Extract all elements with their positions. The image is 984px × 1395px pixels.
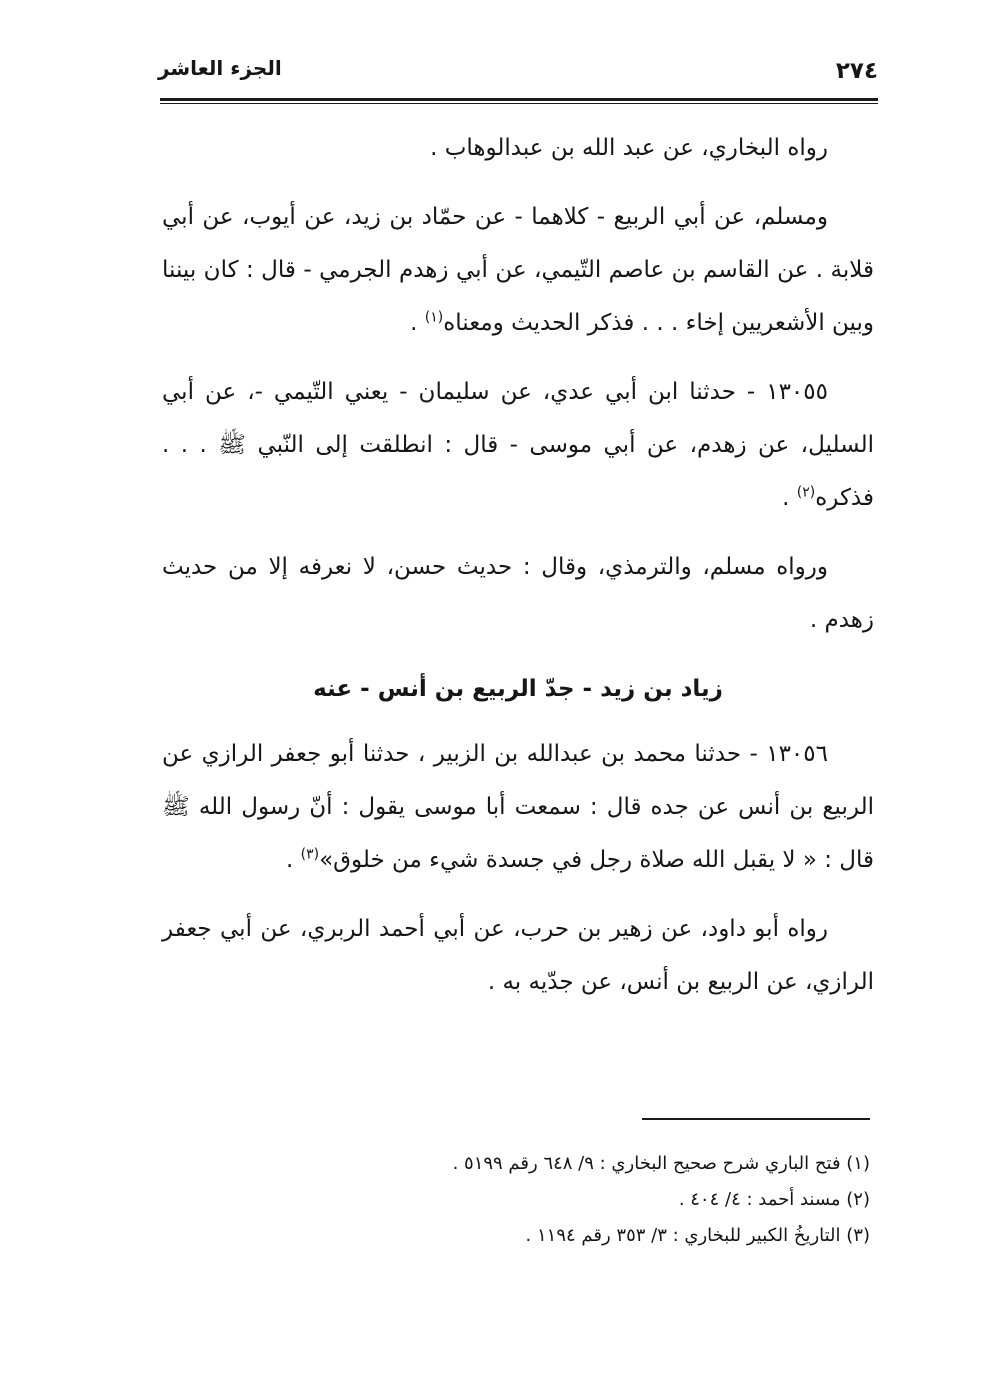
footnote-separator: [642, 1118, 870, 1120]
footnote-3: (٣) التاريخُ الكبير للبخاري : ٣/ ٣٥٣ رقم ١١٩٤ .: [525, 1225, 870, 1246]
footnote-1: (١) فتح الباري شرح صحيح البخاري : ٩/ ٦٤٨ رقم ٥١٩٩ .: [452, 1153, 870, 1174]
running-header-title: الجزء العاشر: [158, 56, 282, 80]
paragraph-bukhari-narration: [162, 122, 874, 175]
footnote-reference-1: (١): [424, 309, 444, 326]
paragraph-muslim-narration: [162, 191, 874, 350]
paragraph-hadith-13056: [162, 728, 874, 887]
paragraph-text: ١٣٠٥٦ - حدثنا محمد بن عبدالله بن الزبير ، حدثنا أبو جعفر الرازي عن الربيع بن أنس عن جده قال : سمعت أبا موسى يقول : أنّ رسول الله ﷺ قال : « لا يقبل الله صلاة رجل في جسدة شيء من خلوق»: [162, 741, 874, 873]
paragraph-text: ومسلم، عن أبي الربيع - كلاهما - عن حمّاد بن زيد، عن أيوب، عن أبي قلابة . عن القاسم بن عاصم التّيمي، عن أبي زهدم الجرمي - قال : كان بيننا وبين الأشعريين إخاء . . . فذكر الحديث ومعناه: [162, 204, 874, 336]
paragraph-text: ورواه مسلم، والترمذي، وقال : حديث حسن، لا نعرفه إلا من حديث زهدم .: [162, 554, 874, 633]
paragraph-text: رواه أبو داود، عن زهير بن حرب، عن أبي أحمد الربري، عن أبي جعفر الرازي، عن الربيع بن أنس، عن جدّيه به .: [162, 916, 874, 995]
header-rule: [160, 98, 878, 104]
main-text: [162, 122, 874, 1025]
paragraph-hadith-13055: [162, 366, 874, 525]
paragraph-muslim-tirmidhi: [162, 541, 874, 647]
paragraph-text: رواه البخاري، عن عبد الله بن عبدالوهاب .: [430, 135, 828, 161]
paragraph-end: .: [410, 310, 425, 336]
footnotes: [300, 1146, 870, 1254]
footnote-reference-3: (٣): [300, 846, 320, 863]
section-heading: زياد بن زيد - جدّ الربيع بن أنس - عنه: [313, 676, 723, 702]
paragraph-end: .: [285, 847, 301, 873]
page-number: ٢٧٤: [835, 58, 878, 84]
paragraph-abu-dawud: [162, 903, 874, 1009]
footnote-2: (٢) مسند أحمد : ٤/ ٤٠٤ .: [678, 1189, 870, 1210]
footnote-reference-2: (٢): [796, 484, 816, 501]
paragraph-end: .: [782, 485, 797, 511]
paragraph-text: ١٣٠٥٥ - حدثنا ابن أبي عدي، عن سليمان - يعني التّيمي -، عن أبي السليل، عن زهدم، عن أبي موسى - قال : انطلقت إلى النّبي ﷺ . . . فذكره: [162, 379, 874, 511]
